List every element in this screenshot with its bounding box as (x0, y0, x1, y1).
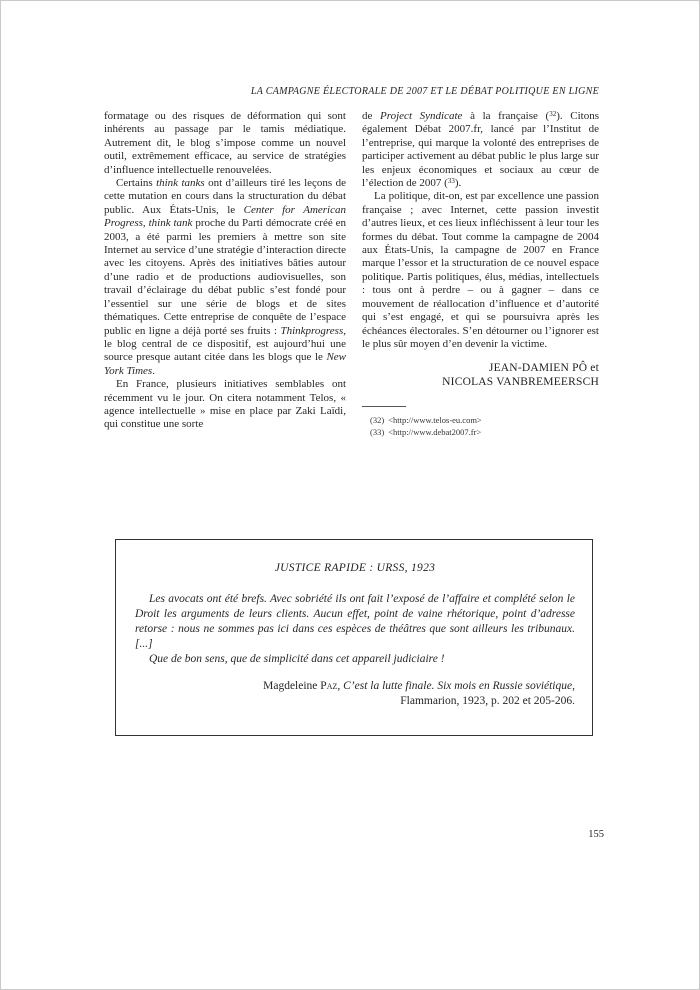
paragraph: Certains think tanks ont d’ailleurs tiré les leçons de cette mutation en cours dans la structuration du débat public. Aux États-Unis, le Center for American Progress, think tank proche du Parti démocrate créé en 2003, a été parmi les premiers à mettre son site Internet au service d’une stratégie d’interaction directe avec les citoyens. Après des initiatives bâties autour d’une radio et de productions audiovisuelles, son travail d’éclairage du débat public s’est fondé pour l’essentiel sur une série de blogs et de sites thématiques. Cette entreprise de conquête de l’espace public en ligne a déjà porté ses fruits : Thinkprogress, le blog central de ce dispositif, est aujourd’hui une source presque autant citée dans les blogs que le New York Times. (104, 177, 347, 377)
author-signature (362, 361, 599, 389)
footnote-32 (362, 414, 599, 426)
page-number: 155 (588, 829, 604, 840)
left-column (104, 110, 346, 438)
footnote-url: <http://www.debat2007.fr> (388, 427, 482, 438)
right-column (362, 110, 599, 438)
right-column-paragraphs (362, 110, 599, 351)
paragraph: de Project Syndicate à la française ($^{32}$). Citons également Débat 2007.fr, lancé par l’Institut de l’entreprise, qui marque la volonté des entreprises de participer activement au débat public le plus large sur les enjeux économiques et sociaux au cœur de l’élection de 2007 ($^{33}$). (362, 109, 599, 190)
author-line-1: JEAN-DAMIEN PÔ et (488, 362, 599, 375)
footnote-number: (33) (370, 427, 385, 438)
footnote-separator (362, 406, 406, 407)
paragraph: La politique, dit-on, est par excellence une passion française ; avec Internet, cette passion investit d’autres lieux, et ces lieux infléchissent à leur tour les formes du débat. Tout comme la campagne de 2004 aux États-Unis, la campagne de 2007 en France marque l’essor et la structuration de ce nouvel espace politique. Partis politiques, élus, médias, intellectuels : tous ont à perdre – ou à gagner – dans ce mouvement de réallocation d’influence et d’autorité qui s’est engagé, et qui se poursuivra après les échéances électorales. S’en détourner ou l’ignorer est le plus sûr moyen d’en devenir la victime. (362, 190, 599, 350)
author-line-2: NICOLAS VANBREMEERSCH (442, 376, 599, 389)
quote-attribution: Magdeleine Paz, C’est la lutte finale. Six mois en Russie soviétique, Flammarion, 1923, p. 202 et 205-206. (263, 680, 575, 707)
paragraph: formatage ou des risques de déformation qui sont inhérents au passage par le tamis médiatique. Autrement dit, le blog s’impose comme un nouvel outil, extrêmement efficace, au service de stratégies d’influence intellectuelle renouvelées. (104, 110, 346, 176)
quote-paragraph: Que de bon sens, que de simplicité dans cet appareil judiciaire ! (149, 653, 445, 665)
footnote-number: (32) (370, 415, 385, 426)
footnote-33 (362, 426, 599, 438)
footnotes (362, 414, 599, 438)
quote-paragraph: Les avocats ont été brefs. Avec sobriété ils ont fait l’exposé de l’affaire et complété selon le Droit les arguments de leurs clients. Aucun effet, point de vaine rhétorique, point d’adresse retorse : nous ne sommes pas ici dans ces espèces de théâtres que sont ailleurs les tribunaux. [...] (135, 593, 575, 650)
quote-box (115, 539, 593, 736)
running-header: LA CAMPAGNE ÉLECTORALE DE 2007 ET LE DÉBAT POLITIQUE EN LIGNE (250, 86, 599, 97)
quote-box-title: JUSTICE RAPIDE : URSS, 1923 (274, 562, 436, 574)
footnote-url: <http://www.telos-eu.com> (388, 415, 482, 426)
article-body (104, 110, 599, 438)
paragraph: En France, plusieurs initiatives semblables ont récemment vu le jour. On citera notamment Telos, « agence intellectuelle » mise en place par Zaki Laïdi, qui constitue une sorte (104, 378, 346, 431)
